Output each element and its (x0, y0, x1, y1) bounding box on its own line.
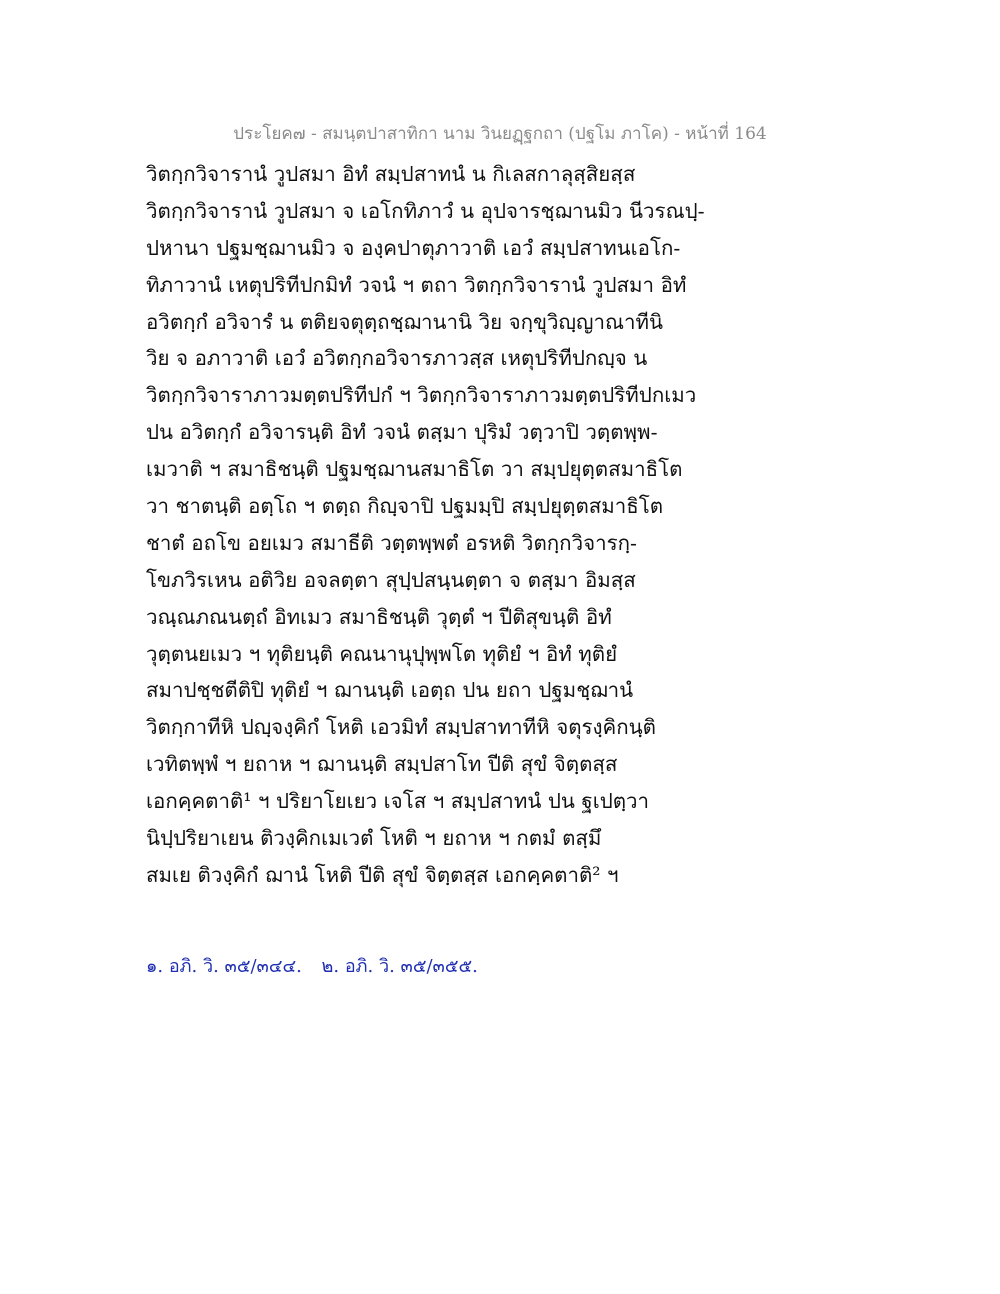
footnote-2: ๒. อภิ. วิ. ๓๕/๓๕๕. (321, 956, 478, 977)
text-line: เอกคฺคตาติ¹ ฯ ปริยาโยเยว เจโส ฯ สมฺปสาทนํ ปน ฐเปตฺวา (146, 789, 650, 814)
body-text (146, 156, 766, 894)
text-line: อวิตกฺกํ อวิจารํ น ตติยจตุตฺถชฺฌานานิ วิย จกฺขุวิญฺญาณาทีนิ (146, 309, 664, 334)
footnotes (146, 952, 492, 982)
text-line: ปหานา ปฐมชฺฌานมิว จ องฺคปาตุภาวาติ เอวํ สมฺปสาทนเอโก- (146, 235, 681, 260)
text-line: วุตฺตนยเมว ฯ ทุติยนฺติ คณนานุปุพฺพโต ทุติยํ ฯ อิทํ ทุติยํ (146, 641, 618, 666)
running-header: ประโยค๗ - สมนฺตปาสาทิกา นาม วินยฏฺฐกถา (ปฐโม ภาโค) - หน้าที่ 164 (233, 124, 767, 144)
text-line: ปน อวิตกฺกํ อวิจารนฺติ อิทํ วจนํ ตสฺมา ปุริมํ วตฺวาปิ วตฺตพฺพ- (146, 420, 658, 445)
footnote-1: ๑. อภิ. วิ. ๓๕/๓๔๔. (146, 956, 302, 977)
text-line: โขภวิรเหน อติวิย อจลตฺตา สุปฺปสนฺนตฺตา จ ตสฺมา อิมสฺส (146, 567, 636, 592)
text-line: วิตกฺกวิจารานํ วูปสมา จ เอโกทิภาวํ น อุปจารชฺฌานมิว นีวรณปฺ- (146, 198, 705, 223)
text-line: วิตกฺกาทีหิ ปญฺจงฺคิกํ โหติ เอวมิทํ สมฺปสาทาทีหิ จตุรงฺคิกนฺติ (146, 715, 656, 740)
text-line: วิตกฺกวิจารานํ วูปสมา อิทํ สมฺปสาทนํ น กิเลสกาลุสฺสิยสฺส (146, 162, 636, 186)
text-line: ทิภาวานํ เหตุปริทีปกมิทํ วจนํ ฯ ตถา วิตกฺกวิจารานํ วูปสมา อิทํ (146, 272, 687, 297)
text-line: นิปฺปริยาเยน ติวงฺคิกเมเวตํ โหติ ฯ ยถาห ฯ กตมํ ตสฺมึ (146, 826, 602, 851)
text-line: วา ชาตนฺติ อตฺโถ ฯ ตตฺถ กิญฺจาปิ ปฐมมฺปิ สมฺปยุตฺตสมาธิโต (146, 494, 664, 519)
text-line: วิย จ อภาวาติ เอวํ อวิตกฺกอวิจารภาวสฺส เหตุปริทีปกญฺจ น (146, 346, 648, 371)
text-line: วิตกฺกวิจาราภาวมตฺตปริทีปกํ ฯ วิตกฺกวิจาราภาวมตฺตปริทีปกเมว (146, 383, 697, 408)
text-line: สมเย ติวงฺคิกํ ฌานํ โหติ ปีติ สุขํ จิตฺตสฺส เอกคฺคตาติ² ฯ (146, 862, 619, 887)
text-line: สมาปชฺชตีติปิ ทุติยํ ฯ ฌานนฺติ เอตฺถ ปน ยถา ปฐมชฺฌานํ (146, 678, 634, 703)
text-line: วณฺณภณนตฺถํ อิทเมว สมาธิชนฺติ วุตฺตํ ฯ ปีติสุขนฺติ อิทํ (146, 604, 612, 629)
text-line: เมวาติ ฯ สมาธิชนฺติ ปฐมชฺฌานสมาธิโต วา สมฺปยุตฺตสมาธิโต (146, 457, 683, 482)
text-line: เวทิตพฺพํ ฯ ยถาห ฯ ฌานนฺติ สมฺปสาโท ปีติ สุขํ จิตฺตสฺส (146, 752, 618, 777)
text-line: ชาตํ อถโข อยเมว สมาธีติ วตฺตพฺพตํ อรหติ วิตกฺกวิจารกฺ- (146, 530, 637, 555)
